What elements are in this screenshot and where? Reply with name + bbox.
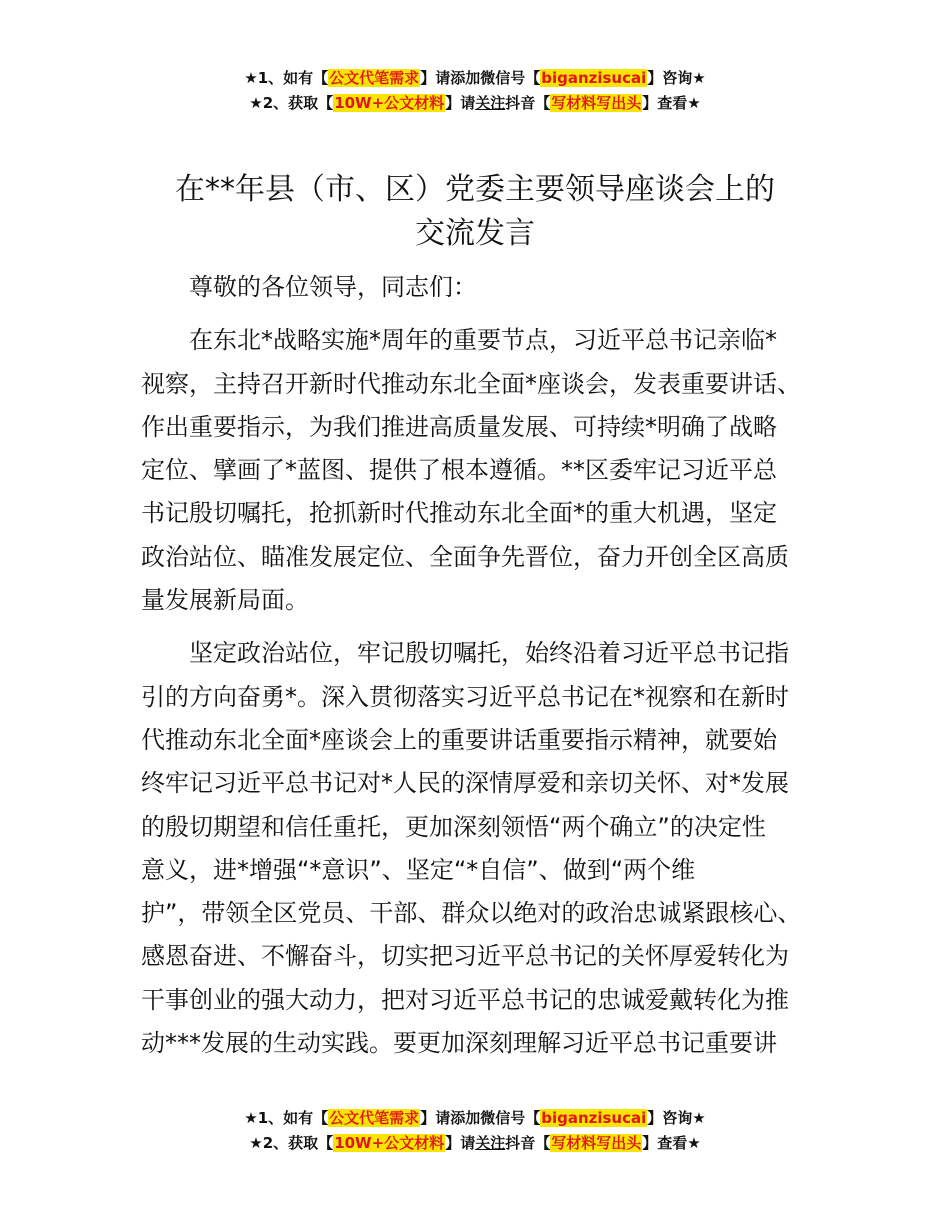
banner-text: ★2、获取【 — [249, 1134, 334, 1152]
paragraph-line: 尊敬的各位领导，同志们： — [189, 273, 477, 301]
document-body — [141, 266, 813, 1065]
banner-underlined-text: 关注 — [475, 1134, 506, 1152]
banner-text: 】请添加微信号【 — [420, 1109, 541, 1127]
paragraph-line: 定位、擘画了*蓝图、提供了根本遵循。**区委牢记习近平总 — [141, 456, 777, 485]
paragraph-line: 意义，进*增强“*意识”、坚定“*自信”、做到“两个维 — [141, 855, 696, 884]
banner-highlight: 公文代笔需求 — [329, 69, 420, 87]
banner-highlight: 10W+公文材料 — [334, 1134, 445, 1152]
paragraph-line: 代推动东北全面*座谈会上的重要讲话重要指示精神，就要始 — [141, 725, 777, 754]
banner-text: 】咨询★ — [647, 1109, 706, 1127]
header-banner — [0, 66, 950, 116]
banner-text: 】咨询★ — [647, 69, 706, 87]
paragraph-line: 感恩奋进、不懈奋斗，切实把习近平总书记的关怀厚爱转化为 — [141, 942, 789, 971]
banner-text: 】请添加微信号【 — [420, 69, 541, 87]
paragraph-line: 视察，主持召开新时代推动东北全面*座谈会，发表重要讲话、 — [141, 369, 801, 398]
banner-line-2 — [0, 1131, 950, 1156]
footer-banner — [0, 1106, 950, 1156]
paragraph-line: 终牢记习近平总书记对*人民的深情厚爱和亲切关怀、对*发展 — [141, 769, 789, 798]
title-line-2: 交流发言 — [415, 216, 535, 251]
banner-highlight: 10W+公文材料 — [334, 94, 445, 112]
douyin-account-highlight: 写材料写出头 — [551, 94, 642, 112]
title-line-1: 在**年县（市、区）党委主要领导座谈会上的 — [175, 172, 775, 207]
paragraph-line: 政治站位、瞄准发展定位、全面争先晋位，奋力开创全区高质 — [141, 542, 789, 571]
douyin-account-highlight: 写材料写出头 — [551, 1134, 642, 1152]
banner-text: 】查看★ — [642, 1134, 701, 1152]
paragraph-line: 的殷切期望和信任重托，更加深刻领悟“两个确立”的决定性 — [141, 812, 766, 841]
banner-text: 】请 — [445, 94, 476, 112]
banner-text: 】查看★ — [642, 94, 701, 112]
banner-text: 】请 — [445, 1134, 476, 1152]
paragraph-line: 在东北*战略实施*周年的重要节点，习近平总书记亲临* — [189, 326, 777, 355]
salutation-paragraph — [141, 266, 813, 309]
banner-text: ★1、如有【 — [244, 1109, 329, 1127]
paragraph-line: 引的方向奋勇*。深入贯彻落实习近平总书记在*视察和在新时 — [141, 682, 789, 711]
banner-text: 抖音【 — [505, 94, 551, 112]
banner-line-2 — [0, 91, 950, 116]
paragraph-line: 书记殷切嘱托，抢抓新时代推动东北全面*的重大机遇，坚定 — [141, 499, 777, 528]
body-paragraph-2 — [141, 632, 813, 1065]
banner-line-1 — [0, 66, 950, 91]
banner-text: ★2、获取【 — [249, 94, 334, 112]
paragraph-line: 护”，带领全区党员、干部、群众以绝对的政治忠诚紧跟核心、 — [141, 899, 802, 928]
banner-line-1 — [0, 1106, 950, 1131]
paragraph-line: 作出重要指示，为我们推进高质量发展、可持续*明确了战略 — [141, 412, 777, 441]
document-title — [140, 168, 810, 256]
wechat-id-highlight: biganzisucai — [541, 1109, 647, 1127]
banner-underlined-text: 关注 — [475, 94, 506, 112]
paragraph-line: 坚定政治站位，牢记殷切嘱托，始终沿着习近平总书记指 — [189, 639, 789, 668]
wechat-id-highlight: biganzisucai — [541, 69, 647, 87]
banner-text: ★1、如有【 — [244, 69, 329, 87]
paragraph-line: 干事创业的强大动力，把对习近平总书记的忠诚爱戴转化为推 — [141, 985, 789, 1014]
paragraph-line: 量发展新局面。 — [141, 586, 309, 615]
body-paragraph-1 — [141, 319, 813, 622]
banner-highlight: 公文代笔需求 — [329, 1109, 420, 1127]
paragraph-line: 动***发展的生动实践。要更加深刻理解习近平总书记重要讲 — [141, 1029, 777, 1058]
banner-text: 抖音【 — [505, 1134, 551, 1152]
